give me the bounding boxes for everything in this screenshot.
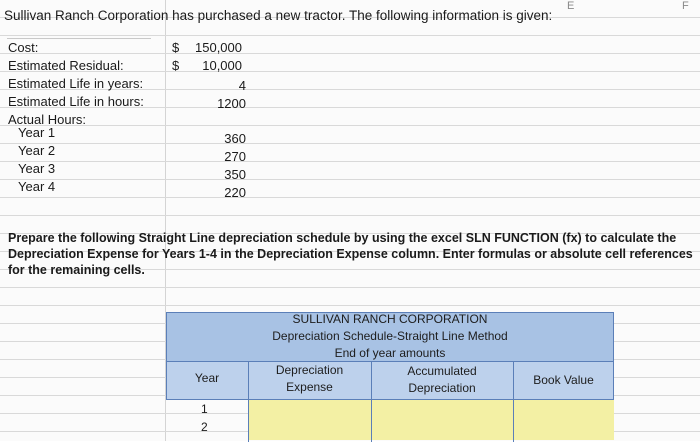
problem-title: Sullivan Ranch Corporation has purchased a new tractor. The following information is given:	[4, 8, 553, 23]
accum-dep-cell[interactable]	[372, 400, 513, 421]
book-value-cell[interactable]	[514, 420, 614, 440]
life-hours-value[interactable]: 1200	[217, 96, 246, 111]
year-3-label: Year 3	[18, 161, 56, 176]
column-header-e[interactable]: E	[567, 0, 575, 12]
instructions-text: Prepare the following Straight Line depreciation schedule by using the excel SLN FUNCTION (fx) to calculate the Depreciation Expense for Years 1-4 in the Depreciation Expense column. Enter formulas or absolute cell references for the remaining cells.	[8, 231, 693, 277]
col-header-dep-expense-line2: Expense	[286, 380, 333, 394]
col-header-accum-line2: Depreciation	[408, 381, 476, 395]
depreciation-schedule	[166, 312, 614, 442]
column-header-f[interactable]: F	[682, 0, 689, 12]
dep-expense-cell[interactable]	[249, 420, 371, 440]
actual-hours-label: Actual Hours:	[8, 112, 87, 127]
cost-currency: $	[172, 40, 180, 55]
residual-value[interactable]: 10,000	[202, 58, 242, 73]
col-header-year: Year	[194, 371, 220, 385]
residual-currency: $	[172, 58, 180, 73]
schedule-period: End of year amounts	[334, 346, 446, 360]
dep-expense-cell[interactable]	[249, 400, 371, 421]
year-4-label: Year 4	[18, 179, 56, 194]
cost-value[interactable]: 150,000	[195, 40, 242, 55]
book-value-cell[interactable]	[514, 400, 614, 421]
schedule-company-name: SULLIVAN RANCH CORPORATION	[292, 312, 488, 326]
year-4-hours[interactable]: 220	[224, 185, 246, 200]
accum-dep-cell[interactable]	[372, 420, 513, 440]
year-1-label: Year 1	[18, 125, 56, 140]
schedule-year-cell[interactable]: 1	[201, 402, 208, 416]
year-3-hours[interactable]: 350	[224, 167, 246, 182]
residual-label: Estimated Residual:	[8, 58, 124, 73]
cost-label: Cost:	[8, 40, 39, 55]
schedule-year-cell[interactable]: 2	[201, 420, 208, 434]
year-2-label: Year 2	[18, 143, 56, 158]
life-hours-label: Estimated Life in hours:	[8, 94, 144, 109]
col-header-accum-line1: Accumulated	[407, 364, 477, 378]
life-years-value[interactable]: 4	[238, 78, 246, 93]
col-header-book-value: Book Value	[533, 373, 594, 387]
schedule-subtitle: Depreciation Schedule-Straight Line Method	[272, 329, 508, 343]
year-2-hours[interactable]: 270	[224, 149, 246, 164]
year-1-hours[interactable]: 360	[224, 131, 246, 146]
life-years-label: Estimated Life in years:	[8, 76, 144, 91]
col-header-dep-expense-line1: Depreciation	[275, 363, 344, 377]
